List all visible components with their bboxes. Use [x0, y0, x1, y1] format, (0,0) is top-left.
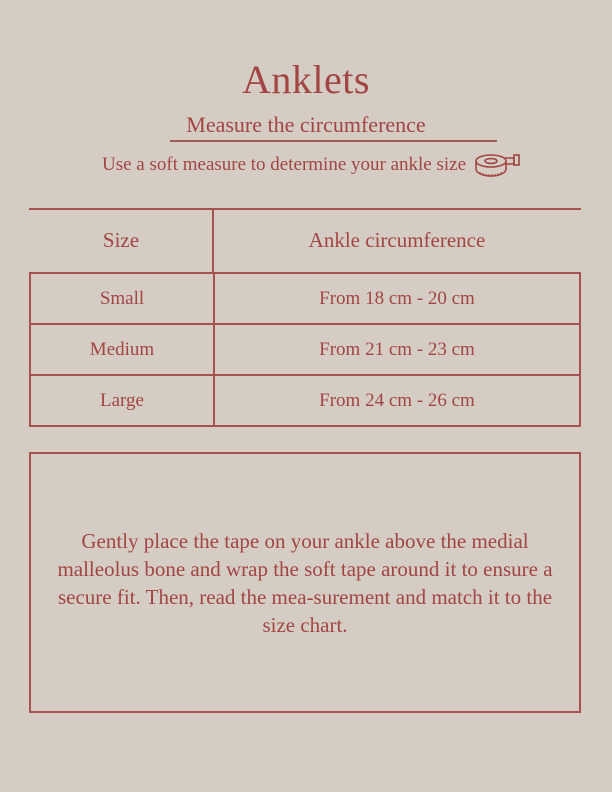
table-row	[31, 323, 579, 374]
column-header-circumference: Ankle circumference	[308, 227, 486, 252]
subtitle-underline	[170, 140, 497, 142]
measurement-note-text: Gently place the tape on your ankle above the medial malleolus bone and wrap the soft tape around it to ensure a secure fit. Then, read the mea-surement and match it to the size chart.	[57, 528, 553, 637]
instruction-line	[102, 152, 522, 178]
size-cell: Small	[31, 274, 215, 323]
table-body	[29, 272, 581, 427]
measuring-tape-icon	[474, 152, 522, 178]
instruction-text: Use a soft measure to determine your ankle size	[102, 154, 467, 175]
size-chart-table	[29, 208, 581, 427]
column-header-size: Size	[102, 227, 140, 252]
measurement-note-box	[29, 452, 581, 713]
circumference-cell: From 18 cm - 20 cm	[319, 287, 475, 309]
table-row	[31, 274, 579, 323]
page-subtitle: Measure the circumference	[186, 112, 426, 137]
circumference-cell: From 21 cm - 23 cm	[319, 338, 475, 360]
table-header-row	[29, 208, 581, 272]
size-cell: Large	[31, 376, 215, 425]
circumference-cell: From 24 cm - 26 cm	[319, 389, 475, 411]
page-title: Anklets	[242, 57, 370, 102]
table-row	[31, 374, 579, 425]
size-cell: Medium	[31, 325, 215, 374]
